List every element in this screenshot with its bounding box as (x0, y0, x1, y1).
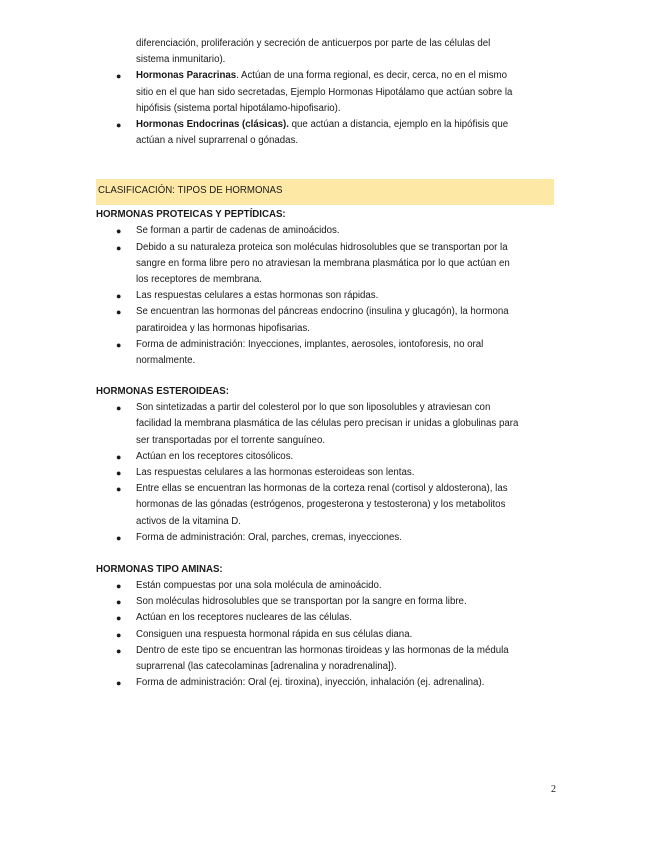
text-line: que actúan a distancia, ejemplo en la hipófisis que (288, 119, 509, 131)
text-line: Debido a su naturaleza proteica son moléculas hidrosolubles que se transportan por la (136, 241, 508, 253)
bullet-icon: ● (116, 242, 122, 253)
text-line: Forma de administración: Oral (ej. tiroxina), inyección, inhalación (ej. adrenalina). (136, 677, 485, 689)
text-line: paratiroidea y las hormonas hipofisarias. (136, 322, 310, 334)
list-item (96, 643, 558, 675)
text-line: Forma de administración: Inyecciones, implantes, aerosoles, iontoforesis, no oral (136, 338, 484, 350)
list-item (96, 400, 558, 449)
list-item (96, 627, 558, 643)
text-line: normalmente. (136, 355, 196, 367)
text-line: hipófisis (sistema portal hipotálamo-hipofisario). (136, 102, 341, 114)
list-item (96, 610, 558, 626)
text-line: Son sintetizadas a partir del colesterol por lo que son liposolubles y atraviesan con (136, 402, 491, 414)
text-line: diferenciación, proliferación y secreción de anticuerpos por parte de las células del (136, 38, 491, 49)
text-line: los receptores de membrana. (136, 274, 262, 286)
text-line: suprarrenal (las catecolaminas [adrenalina y noradrenalina]). (136, 661, 397, 673)
section-heading: HORMONAS ESTEROIDEAS: (96, 386, 229, 398)
intro-list (96, 68, 558, 149)
list-item (96, 675, 558, 691)
list-item (96, 481, 558, 530)
text-line: Las respuestas celulares a las hormonas esteroideas son lentas. (136, 467, 415, 479)
section-heading: HORMONAS PROTEICAS Y PEPTÍDICAS: (96, 209, 286, 221)
text-line: actúan a nivel suprarrenal o gónadas. (136, 135, 299, 147)
list-item (96, 530, 558, 546)
list-item (96, 240, 558, 289)
bullet-icon: ● (116, 468, 122, 479)
bullet-icon: ● (116, 678, 122, 689)
section-heading: HORMONAS TIPO AMINAS: (96, 564, 223, 576)
term: Hormonas Paracrinas (136, 70, 237, 82)
list-item (96, 337, 558, 369)
text-line: Las respuestas celulares a estas hormonas son rápidas. (136, 290, 379, 302)
text-line: Actúan en los receptores citosólicos. (136, 450, 294, 462)
section-list (96, 223, 558, 369)
bullet-icon: ● (116, 597, 122, 608)
bullet-icon: ● (116, 629, 122, 640)
bullet-icon: ● (116, 484, 122, 495)
text-line: Se forman a partir de cadenas de aminoácidos. (136, 225, 340, 237)
bullet-icon: ● (116, 307, 122, 318)
text-line: Están compuestas por una sola molécula de aminoácido. (136, 580, 382, 592)
bullet-icon: ● (116, 71, 122, 82)
intro-continuation (96, 36, 558, 68)
bullet-icon: ● (116, 581, 122, 592)
text-line: Forma de administración: Oral, parches, cremas, inyecciones. (136, 531, 402, 543)
text-line: sangre en forma libre pero no atraviesan la membrana plasmática por lo que actúan en (136, 257, 510, 269)
text-line: hormonas de las gónadas (estrógenos, progesterona y testosterona) y los metabolitos (136, 499, 506, 511)
text-line: Se encuentran las hormonas del páncreas endocrino (insulina y glucagón), la hormona (136, 306, 509, 318)
text-line: sistema inmunitario). (136, 54, 226, 66)
page-number: 2 (551, 784, 556, 795)
bullet-icon: ● (116, 120, 122, 131)
list-item (96, 449, 558, 465)
bullet-icon: ● (116, 532, 122, 543)
text-line: activos de la vitamina D. (136, 515, 241, 527)
text-line: Entre ellas se encuentran las hormonas de la corteza renal (cortisol y aldosterona), las (136, 483, 508, 495)
list-item (96, 578, 558, 594)
term: Hormonas Endocrinas (clásicas). (136, 119, 289, 131)
section-banner: CLASIFICACIÓN: TIPOS DE HORMONAS (96, 179, 554, 205)
list-item (96, 223, 558, 239)
list-item (96, 288, 558, 304)
section-list (96, 400, 558, 546)
bullet-icon: ● (116, 226, 122, 237)
bullet-icon: ● (116, 291, 122, 302)
bullet-icon: ● (116, 339, 122, 350)
list-item (96, 68, 558, 117)
text-line: . Actúan de una forma regional, es decir, cerca, no en el mismo (236, 70, 508, 82)
text-line: Dentro de este tipo se encuentran las hormonas tiroideas y las hormonas de la médula (136, 644, 509, 656)
page-content (96, 36, 558, 692)
text-line: sitio en el que han sido secretadas, Ejemplo Hormonas Hipotálamo que actúan sobre la (136, 86, 513, 98)
text-line: ser transportadas por el torrente sanguíneo. (136, 434, 326, 446)
bullet-icon: ● (116, 645, 122, 656)
bullet-icon: ● (116, 451, 122, 462)
text-line: Consiguen una respuesta hormonal rápida en sus células diana. (136, 628, 413, 640)
section-list (96, 578, 558, 691)
list-item (96, 117, 558, 149)
list-item (96, 304, 558, 336)
text-line: facilidad la membrana plasmática de las células pero precisan ir unidas a globulinas para (136, 418, 519, 430)
list-item (96, 594, 558, 610)
text-line: Actúan en los receptores nucleares de las células. (136, 612, 352, 624)
bullet-icon: ● (116, 613, 122, 624)
list-item (96, 465, 558, 481)
text-line: Son moléculas hidrosolubles que se transportan por la sangre en forma libre. (136, 596, 467, 608)
bullet-icon: ● (116, 403, 122, 414)
